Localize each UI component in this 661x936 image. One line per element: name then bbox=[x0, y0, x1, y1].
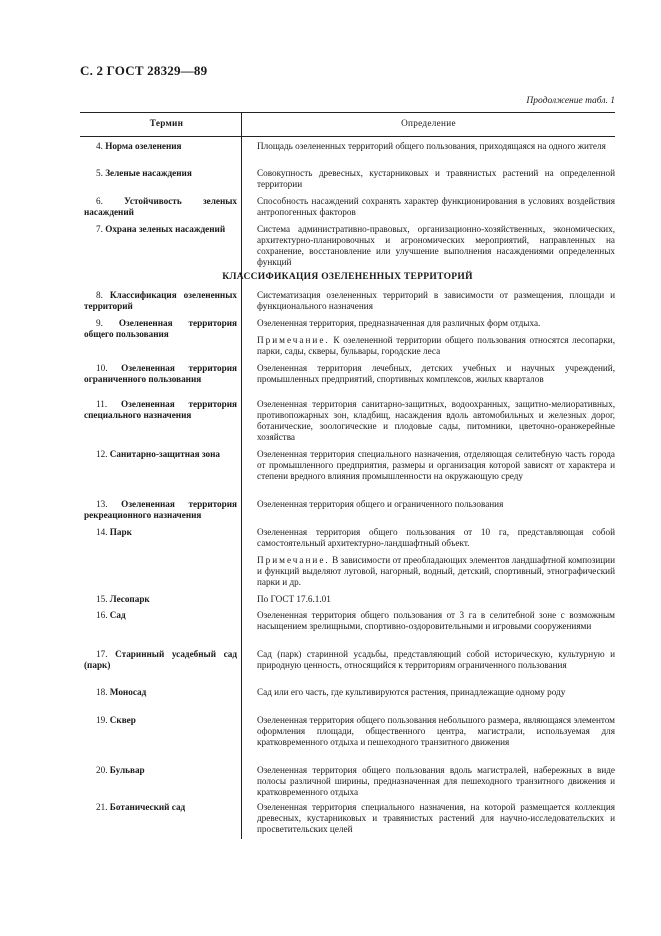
definition-cell: Озелененная территория общего и ограниченного пользования bbox=[257, 499, 504, 509]
term-cell: 7. Охрана зеленых насаждений bbox=[96, 224, 226, 234]
term-cell: 18. Моносад bbox=[96, 687, 147, 697]
term-cell: 17. Старинный усадебный сад (парк) bbox=[84, 649, 238, 670]
note-label: Примечание. bbox=[257, 555, 330, 565]
table-header-rule bbox=[80, 136, 615, 137]
definition-cell: Озелененная территория общего пользования от 10 га, представляющая собой самостоятельный архитектурно-ландшафтный объект. Примечание. В зависимости от преобладающих элементов ландшафтной композиции и функций выделяют луговой, нагорный, водный, детский, спортивный, этнографический парки и др. bbox=[257, 527, 616, 587]
term-cell: 6. Устойчивость зеленых насаждений bbox=[84, 196, 238, 217]
definition-cell: Сад (парк) старинной усадьбы, представляющий собой историческую, культурную и природную ценность, относящийся к территориям ограниченного пользования bbox=[257, 649, 615, 670]
term-cell: 5. Зеленые насаждения bbox=[96, 168, 192, 178]
term-cell: 13. Озелененная территория рекреационного назначения bbox=[84, 499, 237, 520]
term-cell: 15. Лесопарк bbox=[96, 594, 150, 604]
column-header-term: Термин bbox=[149, 118, 184, 128]
section-title: КЛАССИФИКАЦИЯ ОЗЕЛЕНЕННЫХ ТЕРРИТОРИЙ bbox=[222, 272, 473, 282]
term-cell: 10. Озелененная территория ограниченного пользования bbox=[84, 363, 237, 384]
table-top-rule bbox=[80, 112, 615, 113]
definition-cell: Озелененная территория общего пользования небольшого размера, являющаяся элементом оформления площади, общественного центра, магистрали, используемая для кратковременного отдыха и пешеходного транзитного движения bbox=[257, 715, 615, 747]
definition-cell: Озелененная территория общего пользования вдоль магистралей, набережных в виде полосы различной ширины, предназначенная для пешеходного транзитного движения и кратковременного отдыха bbox=[257, 765, 615, 797]
term-cell: 20. Бульвар bbox=[96, 765, 145, 775]
definition-cell: Озелененная территория специального назначения, отделяющая селитебную часть города от промышленного предприятия, размеры и организация которой зависят от характера и степени вредного влияния промышленности на окружающую среду bbox=[257, 449, 615, 481]
definition-cell: Система административно-правовых, организационно-хозяйственных, экономических, архитектурно-планировочных и агрономических мероприятий, направленных на сохранение, восстановление или улучшение выполнения насаждениями определенных функций bbox=[257, 224, 615, 267]
term-cell: 14. Парк bbox=[96, 527, 132, 537]
page-header: С. 2 ГОСТ 28329—89 bbox=[80, 63, 208, 78]
column-header-definition: Определение bbox=[401, 118, 456, 128]
table-continuation-note: Продолжение табл. 1 bbox=[526, 96, 615, 106]
note-label: Примечание. bbox=[257, 335, 330, 345]
term-cell: 19. Сквер bbox=[96, 715, 136, 725]
term-cell: 4. Норма озеленения bbox=[96, 141, 182, 151]
definition-cell: Озелененная территория общего пользования от 3 га в селитебной зоне с возможным насыщением зрелищными, спортивно-оздоровительными и игровыми сооружениями bbox=[257, 610, 615, 631]
term-cell: 12. Санитарно-защитная зона bbox=[96, 449, 220, 459]
definition-cell: Озелененная территория лечебных, детских учебных и научных учреждений, промышленных предприятий, спортивных комплексов, жилых кварталов bbox=[257, 363, 615, 384]
definition-cell: Площадь озелененных территорий общего пользования, приходящаяся на одного жителя bbox=[257, 141, 606, 151]
definition-cell: Способность насаждений сохранять характер функционирования в условиях воздействия антропогенных факторов bbox=[257, 196, 615, 217]
definition-cell: Озелененная территория, предназначенная для различных форм отдыха. Примечание. К озелененной территории общего пользования относятся лесопарки, парки, сады, скверы, бульвары, городские леса bbox=[257, 318, 615, 356]
definition-cell: Сад или его часть, где культивируются растения, принадлежащие одному роду bbox=[257, 687, 566, 697]
definition-cell: Озелененная территория специального назначения, на которой размещается коллекция древесных, кустарниковых и травянистых растений для научно-исследовательских и просветительских целей bbox=[257, 802, 615, 834]
term-cell: 16. Сад bbox=[96, 610, 126, 620]
term-cell: 9. Озелененная территория общего пользования bbox=[84, 318, 237, 339]
definition-cell: Совокупность древесных, кустарниковых и травянистых растений на определенной территории bbox=[257, 168, 615, 189]
term-cell: 11. Озелененная территория специального назначения bbox=[84, 399, 238, 420]
column-divider bbox=[241, 112, 242, 839]
definition-cell: Озелененная территория санитарно-защитных, водоохранных, защитно-мелиоративных, противопожарных зон, кладбищ, насаждения вдоль автомобильных и железных дорог, ботанические, зоологические и плодовые сады, питомники, цветочно-оранжерейные хозяйства bbox=[257, 399, 615, 442]
definition-cell: Систематизация озелененных территорий в зависимости от размещения, площади и функционального назначения bbox=[257, 290, 615, 311]
definition-cell: По ГОСТ 17.6.1.01 bbox=[257, 594, 331, 604]
term-cell: 21. Ботанический сад bbox=[96, 802, 186, 812]
term-cell: 8. Классификация озелененных территорий bbox=[84, 290, 237, 311]
